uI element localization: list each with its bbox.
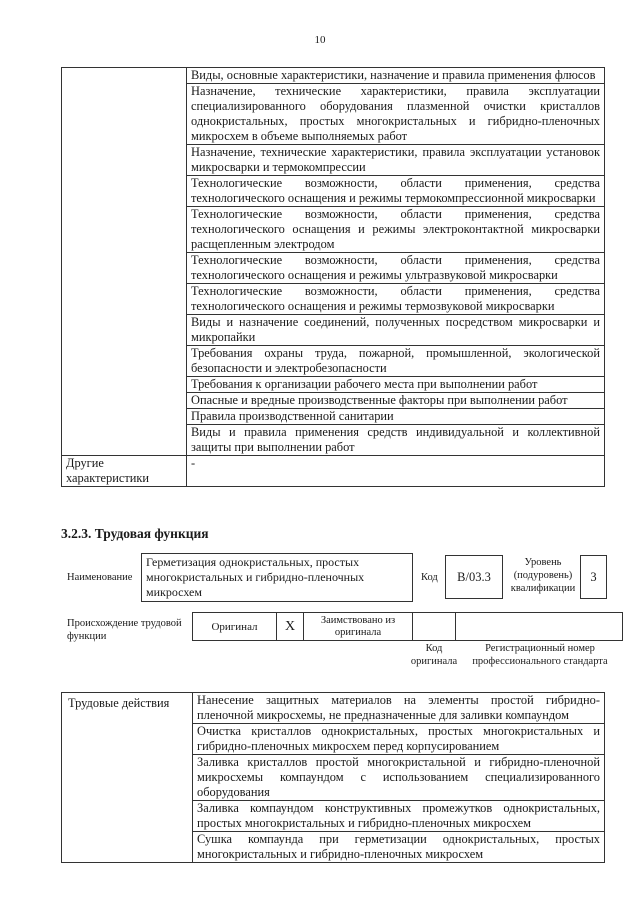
knowledge-item: Виды и правила применения средств индивидуальной и коллективной защиты при выполнении работ <box>187 425 605 456</box>
table-row <box>62 68 605 84</box>
level-box: 3 <box>580 555 607 599</box>
page-number: 10 <box>314 34 326 46</box>
table-row <box>62 693 605 724</box>
knowledge-item: Виды и назначение соединений, полученных посредством микросварки и микропайки <box>187 315 605 346</box>
reg-number-label: Регистрационный номер профессионального стандарта <box>472 643 608 667</box>
code-box: В/03.3 <box>445 555 503 599</box>
level-label: Уровень (подуровень) квалификации <box>510 557 576 594</box>
labor-action-item: Заливка компаундом конструктивных промежутков однокристальных, простых многокристальных и гибридно-пленочных микросхем <box>193 801 605 832</box>
knowledge-item: Правила производственной санитарии <box>187 409 605 425</box>
table-row <box>62 456 605 487</box>
knowledge-item: Технологические возможности, области применения, средства технологического оснащения и режимы электроконтактной микросварки расщепленным электродом <box>187 207 605 253</box>
knowledge-item: Назначение, технические характеристики, правила эксплуатации установок микросварки и термокомпрессии <box>187 145 605 176</box>
origin-reg-cell <box>456 613 623 641</box>
origin-original-cell: Оригинал <box>193 613 277 641</box>
labor-action-item: Заливка кристаллов простой многокристальной и гибридно-пленочной микросхемы компаундом с использованием специализированного оборудования <box>193 755 605 801</box>
origin-mark-cell: X <box>277 613 304 641</box>
origin-borrowed-cell: Заимствовано из оригинала <box>304 613 413 641</box>
labor-actions-label: Трудовые действия <box>62 693 193 863</box>
function-name-box: Герметизация однокристальных, простых многокристальных и гибридно-пленочных микросхем <box>141 553 413 602</box>
knowledge-item: Требования к организации рабочего места при выполнении работ <box>187 377 605 393</box>
knowledge-item: Технологические возможности, области применения, средства технологического оснащения и режимы термокомпрессионной микросварки <box>187 176 605 207</box>
table-row <box>193 613 623 641</box>
code-label: Код <box>421 572 438 583</box>
labor-action-item: Нанесение защитных материалов на элементы простой гибридно-пленочной микросхемы, не предназначенные для заливки компаундом <box>193 693 605 724</box>
other-characteristics-label: Другие характеристики <box>62 456 187 487</box>
knowledge-table <box>61 67 605 487</box>
origin-label: Происхождение трудовой функции <box>67 618 182 642</box>
code-original-label: Код оригинала <box>410 643 458 667</box>
knowledge-item: Виды, основные характеристики, назначение и правила применения флюсов <box>187 68 605 84</box>
labor-action-item: Очистка кристаллов однокристальных, простых многокристальных и гибридно-пленочных микросхем перед корпусированием <box>193 724 605 755</box>
knowledge-item: Технологические возможности, области применения, средства технологического оснащения и режимы ультразвуковой микросварки <box>187 253 605 284</box>
section-title: 3.2.3. Трудовая функция <box>61 526 209 541</box>
knowledge-item: Требования охраны труда, пожарной, промышленной, экологической безопасности и электробезопасности <box>187 346 605 377</box>
name-label: Наименование <box>67 572 133 583</box>
other-characteristics-value: - <box>187 456 605 487</box>
knowledge-label-cell <box>62 68 187 456</box>
knowledge-item: Опасные и вредные производственные факторы при выполнении работ <box>187 393 605 409</box>
origin-code-cell <box>413 613 456 641</box>
labor-actions-table <box>61 692 605 863</box>
origin-table <box>192 612 623 641</box>
knowledge-item: Технологические возможности, области применения, средства технологического оснащения и режимы термозвуковой микросварки <box>187 284 605 315</box>
knowledge-item: Назначение, технические характеристики, правила эксплуатации специализированного оборудования плазменной очистки кристаллов однокристальных, простых многокристальных и гибридно-пленочных микросхем в объеме выполняемых работ <box>187 84 605 145</box>
labor-action-item: Сушка компаунда при герметизации однокристальных, простых многокристальных и гибридно-пленочных микросхем <box>193 832 605 863</box>
